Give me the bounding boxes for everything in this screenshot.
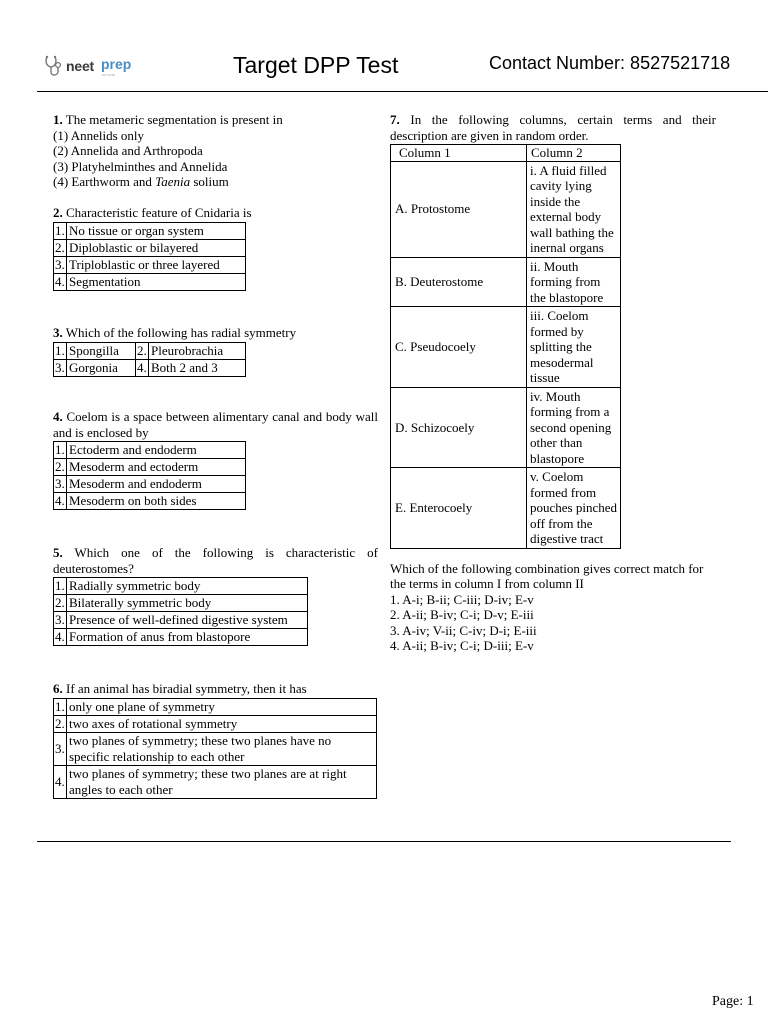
question-number: 5. xyxy=(53,545,63,560)
option-number: 2. xyxy=(55,595,65,610)
option-2: 2. A-ii; B-iv; C-i; D-v; E-iii xyxy=(390,607,534,622)
option-text: two planes of symmetry; these two planes are at right angles to each other xyxy=(67,765,377,798)
match-row xyxy=(391,307,621,388)
option-row xyxy=(54,342,246,359)
question-2 xyxy=(53,205,252,291)
option-text: Formation of anus from blastopore xyxy=(67,629,308,646)
description-cell: iii. Coelom formed by splitting the mesodermal tissue xyxy=(527,307,621,388)
option-text: Bilaterally symmetric body xyxy=(67,595,308,612)
option-text: Mesoderm and endoderm xyxy=(67,476,246,493)
footer-divider xyxy=(37,841,731,842)
option-text: only one plane of symmetry xyxy=(67,698,377,715)
stethoscope-icon xyxy=(44,55,66,79)
options-table xyxy=(53,342,246,377)
option-3: (3) Platyhelminthes and Annelida xyxy=(53,158,228,174)
match-columns-table xyxy=(390,144,621,549)
option-text: Radially symmetric body xyxy=(67,578,308,595)
match-row xyxy=(391,387,621,468)
description-cell: ii. Mouth forming from the blastopore xyxy=(527,257,621,307)
option-number: 3. xyxy=(54,732,67,765)
option-row xyxy=(54,222,246,239)
option-number: 1. xyxy=(55,222,65,238)
match-question-text: Which of the following combination gives correct match for the terms in column I from column II xyxy=(390,560,704,591)
question-7 xyxy=(390,112,716,654)
option-4-italic: Taenia xyxy=(155,174,191,189)
option-text: Mesoderm on both sides xyxy=(67,493,246,510)
option-number: 3. xyxy=(55,359,65,375)
option-row xyxy=(54,476,246,493)
page-title: Target DPP Test xyxy=(233,52,399,78)
match-row xyxy=(391,257,621,307)
option-number: 4. xyxy=(55,273,65,289)
options-table xyxy=(53,577,308,646)
option-text: two planes of symmetry; these two planes have no specific relationship to each other xyxy=(67,732,377,765)
option-number: 3. xyxy=(55,476,65,491)
option-row xyxy=(54,359,246,376)
option-number: 2. xyxy=(55,459,65,474)
option-text: Ectoderm and endoderm xyxy=(67,442,246,459)
option-row xyxy=(54,698,377,715)
question-text: Coelom is a space between alimentary canal and body wall and is enclosed by xyxy=(53,409,378,440)
question-text: The metameric segmentation is present in xyxy=(65,112,283,127)
option-text: Segmentation xyxy=(67,273,246,290)
question-number: 4. xyxy=(53,409,63,424)
option-number: 4. xyxy=(55,629,65,644)
option-4: 4. A-ii; B-iv; C-i; D-iii; E-v xyxy=(390,638,534,653)
question-text: Characteristic feature of Cnidaria is xyxy=(66,205,252,220)
description-cell: iv. Mouth forming from a second opening other than blastopore xyxy=(527,387,621,468)
option-row xyxy=(54,442,246,459)
match-row xyxy=(391,161,621,257)
option-number: 4. xyxy=(137,359,147,375)
option-row xyxy=(54,239,246,256)
options-table xyxy=(53,222,246,291)
page-number: Page: 1 xyxy=(712,994,754,1009)
option-text: Diploblastic or bilayered xyxy=(67,239,246,256)
option-4-prefix: (4) Earthworm and xyxy=(53,174,156,189)
option-1: 1. A-i; B-ii; C-iii; D-iv; E-v xyxy=(390,591,534,607)
question-6 xyxy=(53,681,377,799)
option-number: 3. xyxy=(55,612,65,627)
option-number: 2. xyxy=(137,342,147,358)
option-1: (1) Annelids only xyxy=(53,127,144,143)
header-row xyxy=(391,145,621,162)
option-row xyxy=(54,459,246,476)
option-row xyxy=(54,578,308,595)
option-2: (2) Annelida and Arthropoda xyxy=(53,143,203,158)
option-number: 4. xyxy=(55,493,65,508)
header-divider xyxy=(37,91,768,92)
question-text: In the following columns, certain terms and their description are given in random order. xyxy=(390,112,717,143)
option-row xyxy=(54,765,377,798)
question-4 xyxy=(53,409,378,510)
option-4 xyxy=(53,174,378,190)
question-number: 2. xyxy=(53,205,63,220)
option-text: Both 2 and 3 xyxy=(149,359,246,376)
term-cell: D. Schizocoely xyxy=(391,387,527,468)
question-number: 7. xyxy=(390,112,400,127)
match-row xyxy=(391,468,621,549)
question-number: 6. xyxy=(53,681,63,696)
option-text: Pleurobrachia xyxy=(149,342,246,359)
option-row xyxy=(54,732,377,765)
question-number: 3. xyxy=(53,325,63,340)
logo-tagline: ne.com xyxy=(102,72,116,77)
option-number: 2. xyxy=(55,715,65,731)
option-row xyxy=(54,595,308,612)
column-2-header: Column 2 xyxy=(527,145,621,162)
option-text: Presence of well-defined digestive system xyxy=(67,612,308,629)
page-header xyxy=(0,0,768,92)
option-row xyxy=(54,493,246,510)
term-cell: C. Pseudocoely xyxy=(391,307,527,388)
option-number: 1. xyxy=(55,578,65,593)
option-row xyxy=(54,256,246,273)
option-row xyxy=(54,715,377,732)
option-text: Mesoderm and ectoderm xyxy=(67,459,246,476)
question-5 xyxy=(53,545,378,646)
column-1-header: Column 1 xyxy=(391,145,527,162)
option-number: 3. xyxy=(55,256,65,272)
logo-text-neet: neet xyxy=(66,58,94,74)
term-cell: B. Deuterostome xyxy=(391,257,527,307)
option-text: two axes of rotational symmetry xyxy=(67,715,377,732)
term-cell: E. Enterocoely xyxy=(391,468,527,549)
question-3 xyxy=(53,325,296,377)
option-row xyxy=(54,273,246,290)
option-number: 2. xyxy=(55,239,65,255)
option-row xyxy=(54,629,308,646)
options-table xyxy=(53,441,246,510)
question-text: Which of the following has radial symmetry xyxy=(65,325,297,340)
option-number: 1. xyxy=(55,698,65,714)
description-cell: v. Coelom formed from pouches pinched off from the digestive tract xyxy=(527,468,621,549)
option-4-suffix: solium xyxy=(190,174,229,189)
option-text: Spongilla xyxy=(67,342,136,359)
options-table xyxy=(53,698,377,799)
option-number: 1. xyxy=(55,342,65,358)
option-text: Gorgonia xyxy=(67,359,136,376)
question-1 xyxy=(53,112,378,190)
option-3: 3. A-iv; V-ii; C-iv; D-i; E-iii xyxy=(390,622,537,638)
option-number: 1. xyxy=(55,442,65,457)
question-text: If an animal has biradial symmetry, then it has xyxy=(66,681,307,696)
question-number: 1. xyxy=(53,112,63,127)
option-text: No tissue or organ system xyxy=(67,222,246,239)
term-cell: A. Protostome xyxy=(391,161,527,257)
option-text: Triploblastic or three layered xyxy=(67,256,246,273)
option-number: 4. xyxy=(54,765,67,798)
logo-text-prep: prep xyxy=(101,56,132,72)
contact-number: Contact Number: 8527521718 xyxy=(489,53,731,73)
option-row xyxy=(54,612,308,629)
question-text: Which one of the following is characteristic of deuterostomes? xyxy=(53,545,378,576)
description-cell: i. A fluid filled cavity lying inside the external body wall bathing the inernal organs xyxy=(527,161,621,257)
